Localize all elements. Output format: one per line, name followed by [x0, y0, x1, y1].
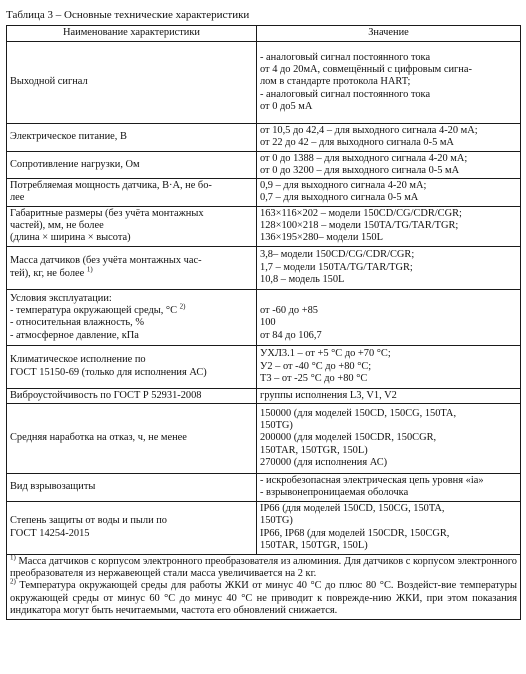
- table-row: [7, 124, 521, 152]
- characteristic-name-text: (длина × ширина × высота): [10, 232, 131, 244]
- footnote-mark: 1): [86, 265, 93, 274]
- footnote-mark: 2): [10, 578, 16, 587]
- characteristic-value-line: [260, 293, 517, 305]
- table-row: [7, 42, 521, 124]
- characteristic-name: [7, 151, 257, 179]
- characteristic-name-text: - относительная влажность, %: [10, 317, 144, 329]
- characteristic-name-line: [10, 367, 253, 379]
- characteristic-value-line: группы исполнения L3, V1, V2: [260, 389, 397, 401]
- characteristic-value-line: от 0 до 1388 – для выходного сигнала 4-20 мА;: [260, 152, 468, 164]
- characteristic-name-line: [10, 390, 253, 402]
- table-row: [7, 388, 521, 403]
- characteristic-name-line: [10, 192, 253, 204]
- characteristic-value-line: 150TAR, 150TGR, 150L): [260, 539, 368, 551]
- characteristic-value-line: - аналоговый сигнал постоянного тока: [260, 51, 431, 63]
- characteristic-value-line: лом в стандарте протокола HART;: [260, 76, 411, 88]
- footnote: [10, 556, 517, 581]
- characteristic-value: [257, 151, 521, 179]
- characteristic-name-text: Сопротивление нагрузки, Ом: [10, 158, 140, 170]
- characteristic-value-line: 128×100×218 – модели 150TA/TG/TAR/TGR;: [260, 220, 459, 232]
- footnote-mark: 1): [10, 554, 16, 562]
- characteristic-name-line: [10, 317, 253, 329]
- characteristic-value-line: IP66, IP68 (для моделей 150CDR, 150CGR,: [260, 527, 450, 539]
- header-name: Наименование характеристики: [7, 26, 257, 42]
- characteristic-name-text: - температура окружающей среды, °С: [10, 304, 178, 316]
- characteristic-name-text: лее: [10, 192, 25, 204]
- characteristic-name-text: тей), кг, не более: [10, 267, 85, 279]
- table-row: [7, 151, 521, 179]
- characteristic-value-line: 0,9 – для выходного сигнала 4-20 мА;: [260, 180, 427, 192]
- characteristic-value-line: 150TAR, 150TGR, 150L): [260, 444, 368, 456]
- characteristic-name-line: [10, 159, 253, 171]
- characteristic-name-line: [10, 354, 253, 366]
- characteristic-value: [257, 206, 521, 246]
- characteristic-value-line: - аналоговый сигнал постоянного тока: [260, 88, 431, 100]
- characteristic-value-line: 150TG): [260, 515, 293, 527]
- characteristic-name-text: Электрическое питание, В: [10, 131, 127, 143]
- characteristic-name-line: [10, 76, 253, 88]
- characteristic-name: [7, 124, 257, 152]
- characteristic-value-line: - искробезопасная электрическая цепь уровня «ia»: [260, 475, 484, 487]
- characteristic-name-text: Климатическое исполнение по: [10, 354, 146, 366]
- characteristic-name-line: [10, 302, 253, 317]
- characteristic-value-line: 150TG): [260, 420, 293, 432]
- characteristic-value-line: 100: [260, 317, 276, 329]
- characteristic-value-line: 3,8– модели 150CD/CG/CDR/CGR;: [260, 249, 415, 261]
- characteristic-value: [257, 124, 521, 152]
- characteristic-name-line: [10, 131, 253, 143]
- characteristic-value: [257, 179, 521, 207]
- characteristic-name: [7, 501, 257, 554]
- characteristic-value-line: 150000 (для моделей 150CD, 150CG, 150TA,: [260, 407, 457, 419]
- characteristic-value-line: 10,8 – модель 150L: [260, 273, 345, 285]
- table-row: [7, 501, 521, 554]
- characteristic-value-line: 136×195×280– модели 150L: [260, 232, 383, 244]
- characteristic-name-line: [10, 220, 253, 232]
- characteristic-name-line: [10, 432, 253, 444]
- footnote-text: Масса датчиков с корпусом электронного преобразователя из алюминия. Для датчиков с корпусом электронного преобразователя из нержавеющей стали масса увеличивается на 2 кг.: [10, 555, 517, 580]
- characteristic-name-line: [10, 265, 253, 280]
- characteristic-name-line: [10, 180, 253, 192]
- characteristic-name: [7, 289, 257, 345]
- characteristic-name-text: Средняя наработка на отказ, ч, не менее: [10, 432, 187, 444]
- characteristic-name-line: [10, 481, 253, 493]
- characteristic-value-line: 0,7 – для выходного сигнала 0-5 мА: [260, 192, 419, 204]
- footnote: [10, 580, 517, 617]
- table-row: [7, 404, 521, 474]
- characteristic-name: [7, 474, 257, 502]
- characteristic-name: [7, 206, 257, 246]
- table-row: [7, 206, 521, 246]
- characteristic-name-text: Масса датчиков (без учёта монтажных час-: [10, 255, 202, 267]
- characteristic-name-text: Потребляемая мощность датчика, В·А, не бо-: [10, 180, 212, 192]
- footnote-text: Температура окружающей среды для работы ЖКИ от минус 40 °С до плюс 80 °С. Воздейст-вие температуры окружающей среды от минус 60 °С до минус 40 °С не приводит к поврежде-нию ЖКИ, при этом показания индикатора могут быть нечитаемыми, частота его обновлений снижается.: [10, 580, 517, 617]
- characteristic-value-line: 200000 (для моделей 150CDR, 150CGR,: [260, 432, 437, 444]
- characteristic-value-line: от 4 до 20мА, совмещённый с цифровым сигна-: [260, 64, 472, 76]
- characteristic-name-line: [10, 255, 253, 267]
- characteristic-value: [257, 388, 521, 403]
- characteristic-value-line: 270000 (для исполнения АС): [260, 457, 388, 469]
- characteristic-value: [257, 345, 521, 388]
- table-row: [7, 345, 521, 388]
- characteristic-value: [257, 289, 521, 345]
- characteristic-value-line: Т3 – от -25 °С до +80 °С: [260, 372, 368, 384]
- table-row: [7, 246, 521, 289]
- characteristic-name-text: Условия эксплуатации:: [10, 292, 112, 304]
- characteristic-value-line: IP66 (для моделей 150CD, 150CG, 150TA,: [260, 503, 445, 515]
- characteristic-name-text: ГОСТ 15150-69 (только для исполнения АС): [10, 366, 207, 378]
- table-caption: Таблица 3 – Основные технические характеристики: [6, 9, 250, 21]
- header-row: [7, 26, 521, 42]
- characteristic-name-text: - атмосферное давление, кПа: [10, 329, 139, 341]
- characteristic-name-line: [10, 515, 253, 527]
- characteristic-name-text: ГОСТ 14254-2015: [10, 527, 90, 539]
- characteristic-name-text: Габаритные размеры (без учёта монтажных: [10, 207, 204, 219]
- characteristic-value-line: 1,7 – модели 150TA/TG/TAR/TGR;: [260, 261, 413, 273]
- table-row: [7, 474, 521, 502]
- characteristic-name-line: [10, 528, 253, 540]
- characteristic-name-text: Виброустойчивость по ГОСТ Р 52931-2008: [10, 389, 202, 401]
- characteristic-name-line: [10, 208, 253, 220]
- characteristic-name: [7, 388, 257, 403]
- characteristic-value-line: - взрывонепроницаемая оболочка: [260, 487, 409, 499]
- characteristic-name-text: частей), мм, не более: [10, 220, 104, 232]
- characteristic-name: [7, 42, 257, 124]
- characteristic-value-line: от 10,5 до 42,4 – для выходного сигнала 4-20 мА;: [260, 125, 478, 136]
- characteristic-value-line: от 0 до5 мА: [260, 100, 313, 112]
- characteristic-value-line: от 0 до 3200 – для выходного сигнала 0-5 мА: [260, 164, 460, 176]
- characteristic-name-line: [10, 232, 253, 244]
- header-value: Значение: [257, 26, 521, 42]
- characteristic-name: [7, 179, 257, 207]
- characteristic-value-line: от 22 до 42 – для выходного сигнала 0-5 мА: [260, 137, 454, 149]
- characteristic-name-text: Вид взрывозащиты: [10, 481, 96, 493]
- characteristic-value-line: от 84 до 106,7: [260, 329, 322, 341]
- table-body: [7, 42, 521, 620]
- characteristic-name: [7, 246, 257, 289]
- characteristic-value-line: УХЛ3.1 – от +5 °С до +70 °С;: [260, 348, 391, 360]
- characteristic-value: [257, 501, 521, 554]
- footnotes-row: [7, 554, 521, 619]
- characteristic-name-line: [10, 293, 253, 305]
- characteristic-name-text: Степень защиты от воды и пыли по: [10, 515, 168, 527]
- characteristic-value: [257, 246, 521, 289]
- table-row: [7, 179, 521, 207]
- characteristic-value-line: от -60 до +85: [260, 304, 318, 316]
- characteristic-name-text: Выходной сигнал: [10, 76, 88, 88]
- footnotes: [7, 554, 521, 619]
- characteristic-value-line: У2 – от -40 °С до +80 °С;: [260, 360, 372, 372]
- specifications-table: [6, 25, 521, 620]
- footnote-mark: 2): [179, 302, 186, 311]
- characteristic-name: [7, 345, 257, 388]
- characteristic-name: [7, 404, 257, 474]
- table-row: [7, 289, 521, 345]
- characteristic-value: [257, 404, 521, 474]
- characteristic-name-line: [10, 330, 253, 342]
- characteristic-value: [257, 474, 521, 502]
- characteristic-value: [257, 42, 521, 124]
- characteristic-value-line: 163×116×202 – модели 150CD/CG/CDR/CGR;: [260, 207, 462, 219]
